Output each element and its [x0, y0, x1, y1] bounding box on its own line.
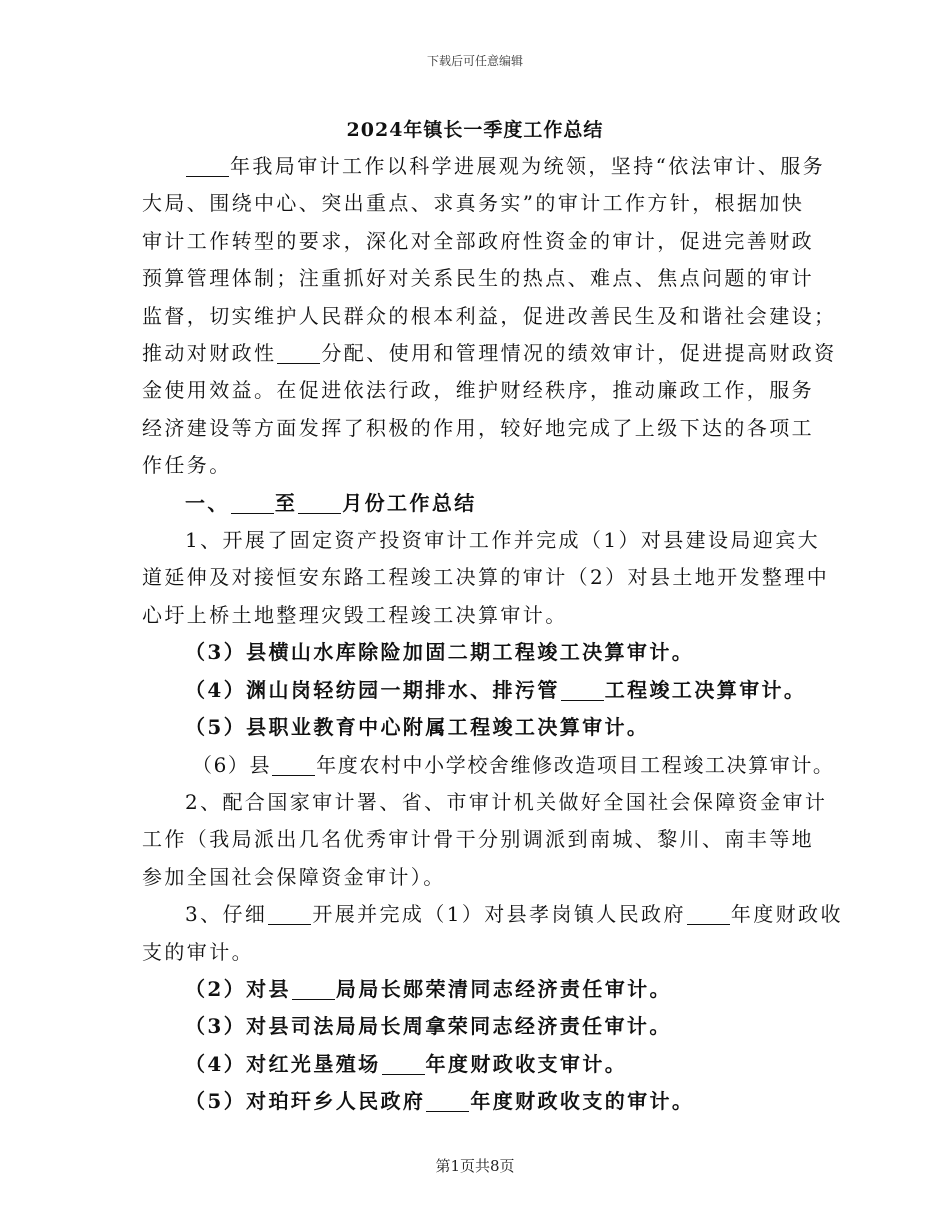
item1-line: 心圩上桥土地整理灾毁工程竣工决算审计。: [142, 602, 568, 627]
item1-line: 道延伸及对接恒安东路工程竣工决算的审计（2）对县土地开发整理中: [142, 565, 830, 590]
document-body: [142, 148, 843, 1121]
text-run: 月份工作总结: [342, 490, 477, 515]
text-run: （6）县: [192, 752, 272, 777]
text-run: 工程竣工决算审计。: [604, 677, 807, 702]
sub-item: （3）对县司法局局长周拿荣同志经济责任审计。: [185, 1014, 672, 1039]
item2-line: 参加全国社会保障资金审计）。: [142, 864, 446, 889]
blank-field: [231, 493, 274, 514]
text-run: 局局长郧荣清同志经济责任审计。: [335, 976, 672, 1001]
text-run: （2）对县: [185, 976, 291, 1001]
sub-item: [142, 1083, 810, 1120]
sub-item: [142, 747, 835, 784]
text-run: 年我局审计工作以科学进展观为统领，坚持“依法审计、服务: [230, 154, 826, 178]
blank-field: [272, 755, 315, 776]
blank-field: [561, 680, 604, 701]
blank-field: [292, 979, 335, 1000]
intro-line: 大局、围绕中心、突出重点、求真务实”的审计工作方针，根据加快: [142, 191, 805, 216]
text-run: 至: [274, 490, 298, 515]
text-run: （4）渊山岗轻纺园一期排水、排污管: [185, 677, 560, 702]
sub-item: [142, 971, 810, 1008]
intro-line: [142, 335, 837, 372]
document-title: 2024年镇长一季度工作总结: [346, 119, 604, 141]
blank-field: [687, 904, 730, 925]
text-run: 年度财政收支审计。: [425, 1051, 628, 1076]
item2-line: 工作（我局派出几名优秀审计骨干分别调派到南城、黎川、南丰等地: [142, 827, 814, 852]
intro-line: 金使用效益。在促进依法行政，维护财经秩序，推动廉政工作，服务: [142, 378, 814, 403]
sub-item: （5）县职业教育中心附属工程竣工决算审计。: [185, 715, 650, 740]
text-run: 推动对财政性: [142, 341, 277, 366]
text-run: （5）对珀玕乡人民政府: [185, 1089, 426, 1114]
text-run: 年度农村中小学校舍维修改造项目工程竣工决算审计。: [316, 752, 835, 777]
blank-field: [268, 904, 311, 925]
item2-line: 2、配合国家审计署、省、市审计机关做好全国社会保障资金审计: [185, 789, 828, 814]
blank-field: [186, 156, 229, 177]
blank-field: [382, 1054, 425, 1075]
intro-line: 作任务。: [142, 453, 232, 478]
sub-item: （3）县横山水库除险加固二期工程竣工决算审计。: [185, 640, 695, 665]
text-run: 3、仔细: [185, 902, 268, 927]
item1-line: 1、开展了固定资产投资审计工作并完成（1）对县建设局迎宾大: [185, 528, 821, 553]
intro-line: [142, 148, 826, 185]
page-header: 下载后可任意编辑: [426, 54, 523, 68]
intro-line: 审计工作转型的要求，深化对全部政府性资金的审计，促进完善财政: [142, 228, 814, 253]
text-run: 年度财政收支的审计。: [470, 1089, 695, 1114]
page-footer: 第1页共8页: [435, 1157, 515, 1175]
blank-field: [426, 1091, 469, 1112]
text-run: 年度财政收: [730, 902, 843, 927]
text-run: 开展并完成（1）对县孝岗镇人民政府: [312, 902, 686, 927]
text-run: （4）对红光垦殖场: [185, 1051, 381, 1076]
item3-line: [142, 896, 843, 933]
sub-item: [142, 1046, 810, 1083]
sub-item: [142, 672, 810, 709]
intro-line: 经济建设等方面发挥了积极的作用，较好地完成了上级下达的各项工: [142, 415, 814, 440]
intro-line: 监督，切实维护人民群众的根本利益，促进改善民生及和谐社会建设；: [142, 303, 837, 328]
section-heading: [142, 485, 810, 522]
intro-line: 预算管理体制；注重抓好对关系民生的热点、难点、焦点问题的审计: [142, 266, 814, 291]
text-run: 一、: [185, 490, 230, 515]
blank-field: [298, 493, 341, 514]
blank-field: [277, 343, 320, 364]
item3-line: 支的审计。: [142, 939, 254, 964]
text-run: 分配、使用和管理情况的绩效审计，促进提高财政资: [321, 341, 837, 366]
